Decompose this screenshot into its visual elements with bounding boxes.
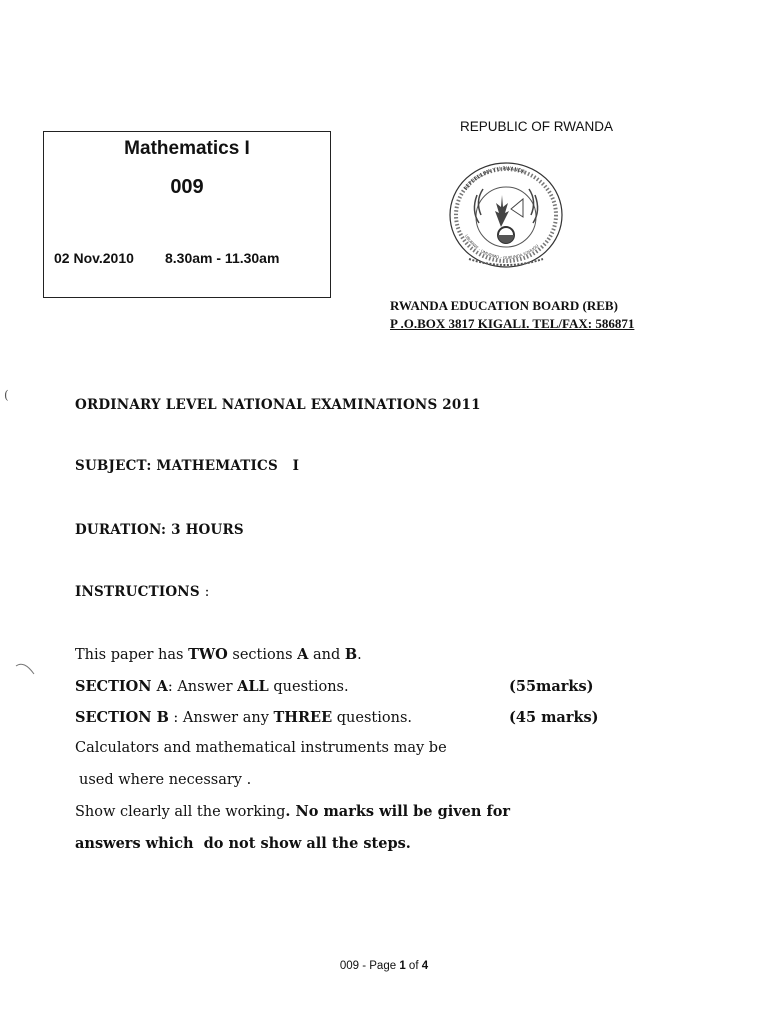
board-address: P .O.BOX 3817 KIGALI. TEL/FAX: 586871 — [390, 316, 635, 331]
footer-of: of — [405, 960, 422, 972]
svg-text:REPUBULIKA Y'U RWANDA — [463, 166, 526, 192]
box-subject: Mathematics I — [124, 138, 250, 159]
section-a-bold: ALL — [237, 678, 269, 695]
show-working-text: Show clearly all the working — [75, 804, 286, 820]
box-date: 02 Nov.2010 — [54, 250, 134, 266]
calculators-line-1: Calculators and mathematical instruments may be — [75, 740, 447, 756]
coat-of-arms-seal-icon — [441, 157, 571, 275]
box-code: 009 — [170, 176, 204, 198]
section-a-instruction — [75, 678, 349, 695]
instructions-heading — [75, 584, 209, 600]
sections-intro-end: . — [357, 647, 362, 663]
duration-line — [75, 522, 244, 538]
seal-bottom-text: UBUMWE - UMURIMO - GUKUNDA IGIHUGU — [463, 233, 540, 261]
section-b-marks-value: (45 marks) — [509, 709, 599, 726]
subject-label: SUBJECT: — [75, 458, 152, 474]
section-b-instruction — [75, 709, 412, 726]
section-b-text: : Answer any — [168, 710, 274, 726]
answers-warning-line — [75, 835, 411, 852]
sections-intro-text: This paper has — [75, 647, 189, 663]
section-a-text: : Answer — [167, 679, 238, 695]
footer-page-number: 1 — [399, 960, 406, 972]
duration-value: 3 HOURS — [171, 522, 244, 538]
box-time: 8.30am - 11.30am — [165, 250, 280, 266]
page-footer — [0, 960, 768, 972]
instructions-colon: : — [204, 584, 210, 600]
sections-count: TWO — [188, 646, 228, 663]
exam-info-box — [43, 131, 331, 298]
scan-mark — [14, 660, 36, 676]
section-a-marks-value: (55marks) — [509, 678, 594, 695]
republic-title: REPUBLIC OF RWANDA — [460, 119, 614, 134]
duration-label: DURATION: — [75, 522, 167, 538]
seal-top-text: REPUBULIKA Y'U RWANDA — [463, 165, 526, 192]
section-b-bold: THREE — [273, 709, 333, 726]
sections-and: and — [308, 647, 345, 663]
section-a-label: SECTION A — [75, 678, 168, 695]
show-working-line — [75, 803, 510, 820]
footer-prefix: 009 - Page — [339, 960, 400, 972]
subject-value: MATHEMATICS I — [156, 458, 300, 474]
sections-intro — [75, 646, 362, 663]
answers-warning: answers which do not show all the steps. — [75, 835, 411, 852]
section-a-marks — [509, 678, 594, 695]
section-b-label: SECTION B — [75, 709, 169, 726]
section-b-marks — [509, 709, 599, 726]
no-marks-warning: . No marks will be given for — [285, 803, 510, 820]
section-b-text-post: questions. — [332, 710, 412, 726]
section-b-letter: B — [344, 646, 358, 663]
section-a-text-post: questions. — [268, 679, 349, 695]
sections-intro-mid: sections — [227, 647, 298, 663]
scan-mark: ( — [4, 388, 9, 402]
board-name: RWANDA EDUCATION BOARD (REB) — [390, 298, 618, 313]
section-a-letter: A — [297, 646, 309, 663]
subject-line — [75, 458, 299, 474]
footer-page-total: 4 — [421, 960, 429, 972]
instructions-label: INSTRUCTIONS — [75, 584, 200, 600]
exam-title: ORDINARY LEVEL NATIONAL EXAMINATIONS 2011 — [75, 397, 481, 413]
calculators-line-2: used where necessary . — [79, 772, 252, 788]
